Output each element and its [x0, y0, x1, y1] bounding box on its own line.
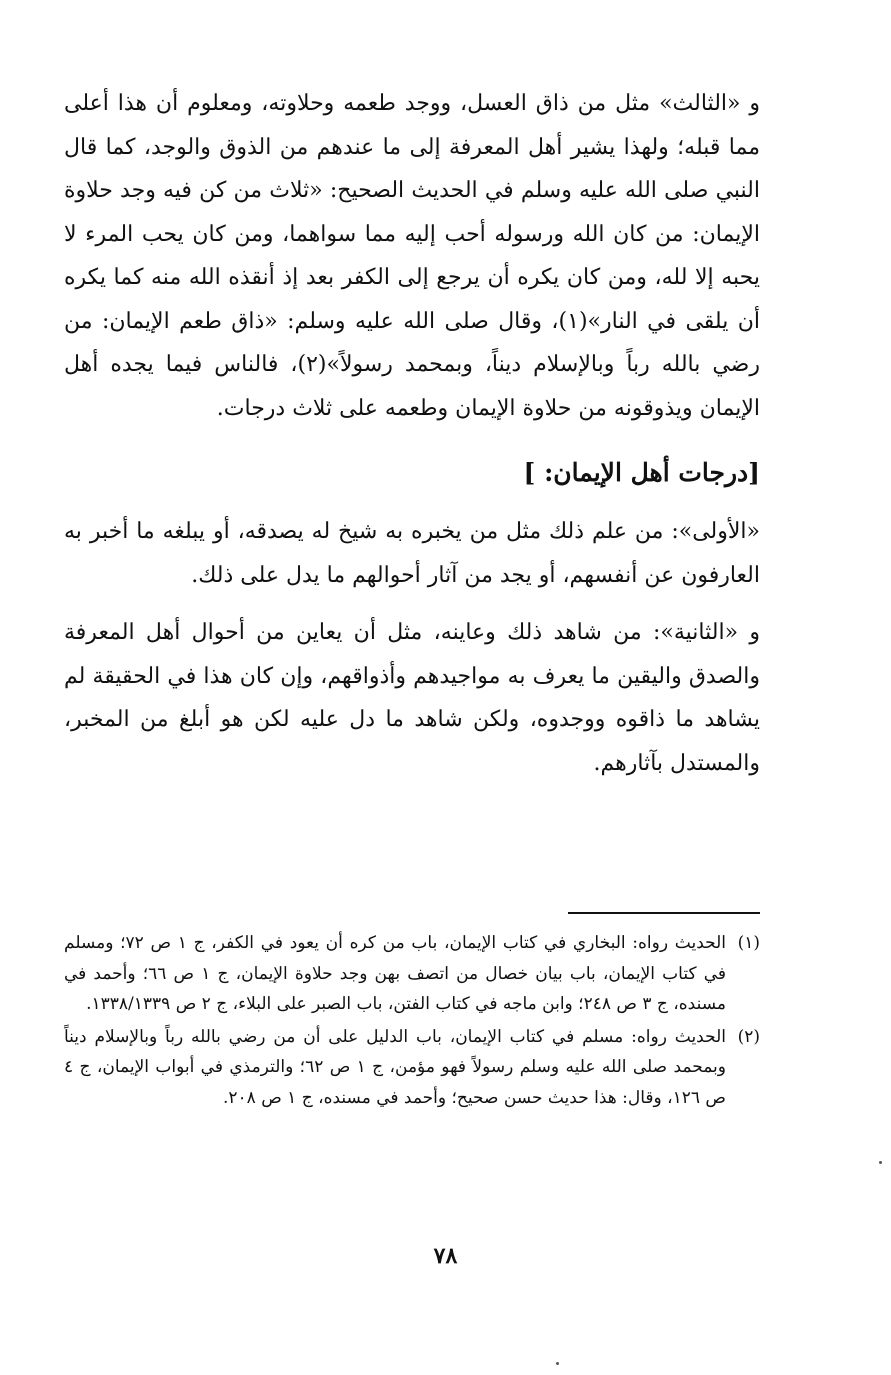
footnotes: [64, 928, 760, 1115]
paragraph-third-degree: و «الثالث» مثل من ذاق العسل، ووجد طعمه وحلاوته، ومعلوم أن هذا أعلى مما قبله؛ ولهذا يشير أهل المعرفة إلى ما عندهم من الذوق والوجد، كما قال النبي صلى الله عليه وسلم في الحديث الصحيح: «ثلاث من كن فيه وجد حلاوة الإيمان: من كان الله ورسوله أحب إليه مما سواهما، ومن كان يحب المرء لا يحبه إلا لله، ومن كان يكره أن يرجع إلى الكفر بعد إذ أنقذه الله منه كما يكره أن يلقى في النار»(١)، وقال صلى الله عليه وسلم: «ذاق طعم الإيمان: من رضي بالله رباً وبالإسلام ديناً، وبمحمد رسولاً»(٢)، فالناس فيما يجده أهل الإيمان ويذوقونه من حلاوة الإيمان وطعمه على ثلاث درجات.: [64, 91, 760, 421]
section-heading: [درجات أهل الإيمان: ]: [523, 458, 760, 487]
footnote-text: الحديث رواه: البخاري في كتاب الإيمان، باب من كره أن يعود في الكفر، ج ١ ص ٧٢؛ ومسلم في كتاب الإيمان، باب بيان خصال من اتصف بهن وجد حلاوة الإيمان، ج ١ ص ٦٦؛ وأحمد في مسنده، ج ٣ ص ٢٤٨؛ وابن ماجه في كتاب الفتن، باب الصبر على البلاء، ج ٢ ص ١٣٣٨/١٣٣٩.: [64, 933, 726, 1014]
scan-speck: [556, 1362, 559, 1365]
footnote-text: الحديث رواه: مسلم في كتاب الإيمان، باب الدليل على أن من رضي بالله رباً وبالإسلام ديناً وبمحمد صلى الله عليه وسلم رسولاً فهو مؤمن، ج ١ ص ٦٢؛ والترمذي في أبواب الإيمان، ج ٤ ص ١٢٦، وقال: هذا حديث حسن صحيح؛ وأحمد في مسنده، ج ١ ص ٢٠٨.: [64, 1026, 726, 1108]
scan-speck: [879, 1161, 882, 1164]
paragraph-second-degree: و «الثانية»: من شاهد ذلك وعاينه، مثل أن يعاين من أحوال أهل المعرفة والصدق واليقين ما يعرف به مواجيدهم وأذواقهم، وإن كان هذا في الحقيقة لم يشاهد ما ذاقوه ووجدوه، ولكن شاهد ما دل عليه لكن هو أبلغ من المخبر، والمستدل بآثارهم.: [64, 620, 760, 776]
footnote-1: [64, 928, 760, 1020]
footnote-number: (١): [737, 933, 760, 953]
page-number: ٧٨: [433, 1243, 458, 1269]
footnote-2: [64, 1022, 760, 1114]
paragraph-first-degree: «الأولى»: من علم ذلك مثل من يخبره به شيخ له يصدقه، أو يبلغه ما أخبر به العارفون عن أنفسهم، أو يجد من آثار أحوالهم ما يدل على ذلك.: [64, 519, 760, 588]
footnote-separator: [568, 912, 760, 914]
footnote-number: (٢): [737, 1026, 760, 1047]
main-text: [64, 82, 760, 785]
